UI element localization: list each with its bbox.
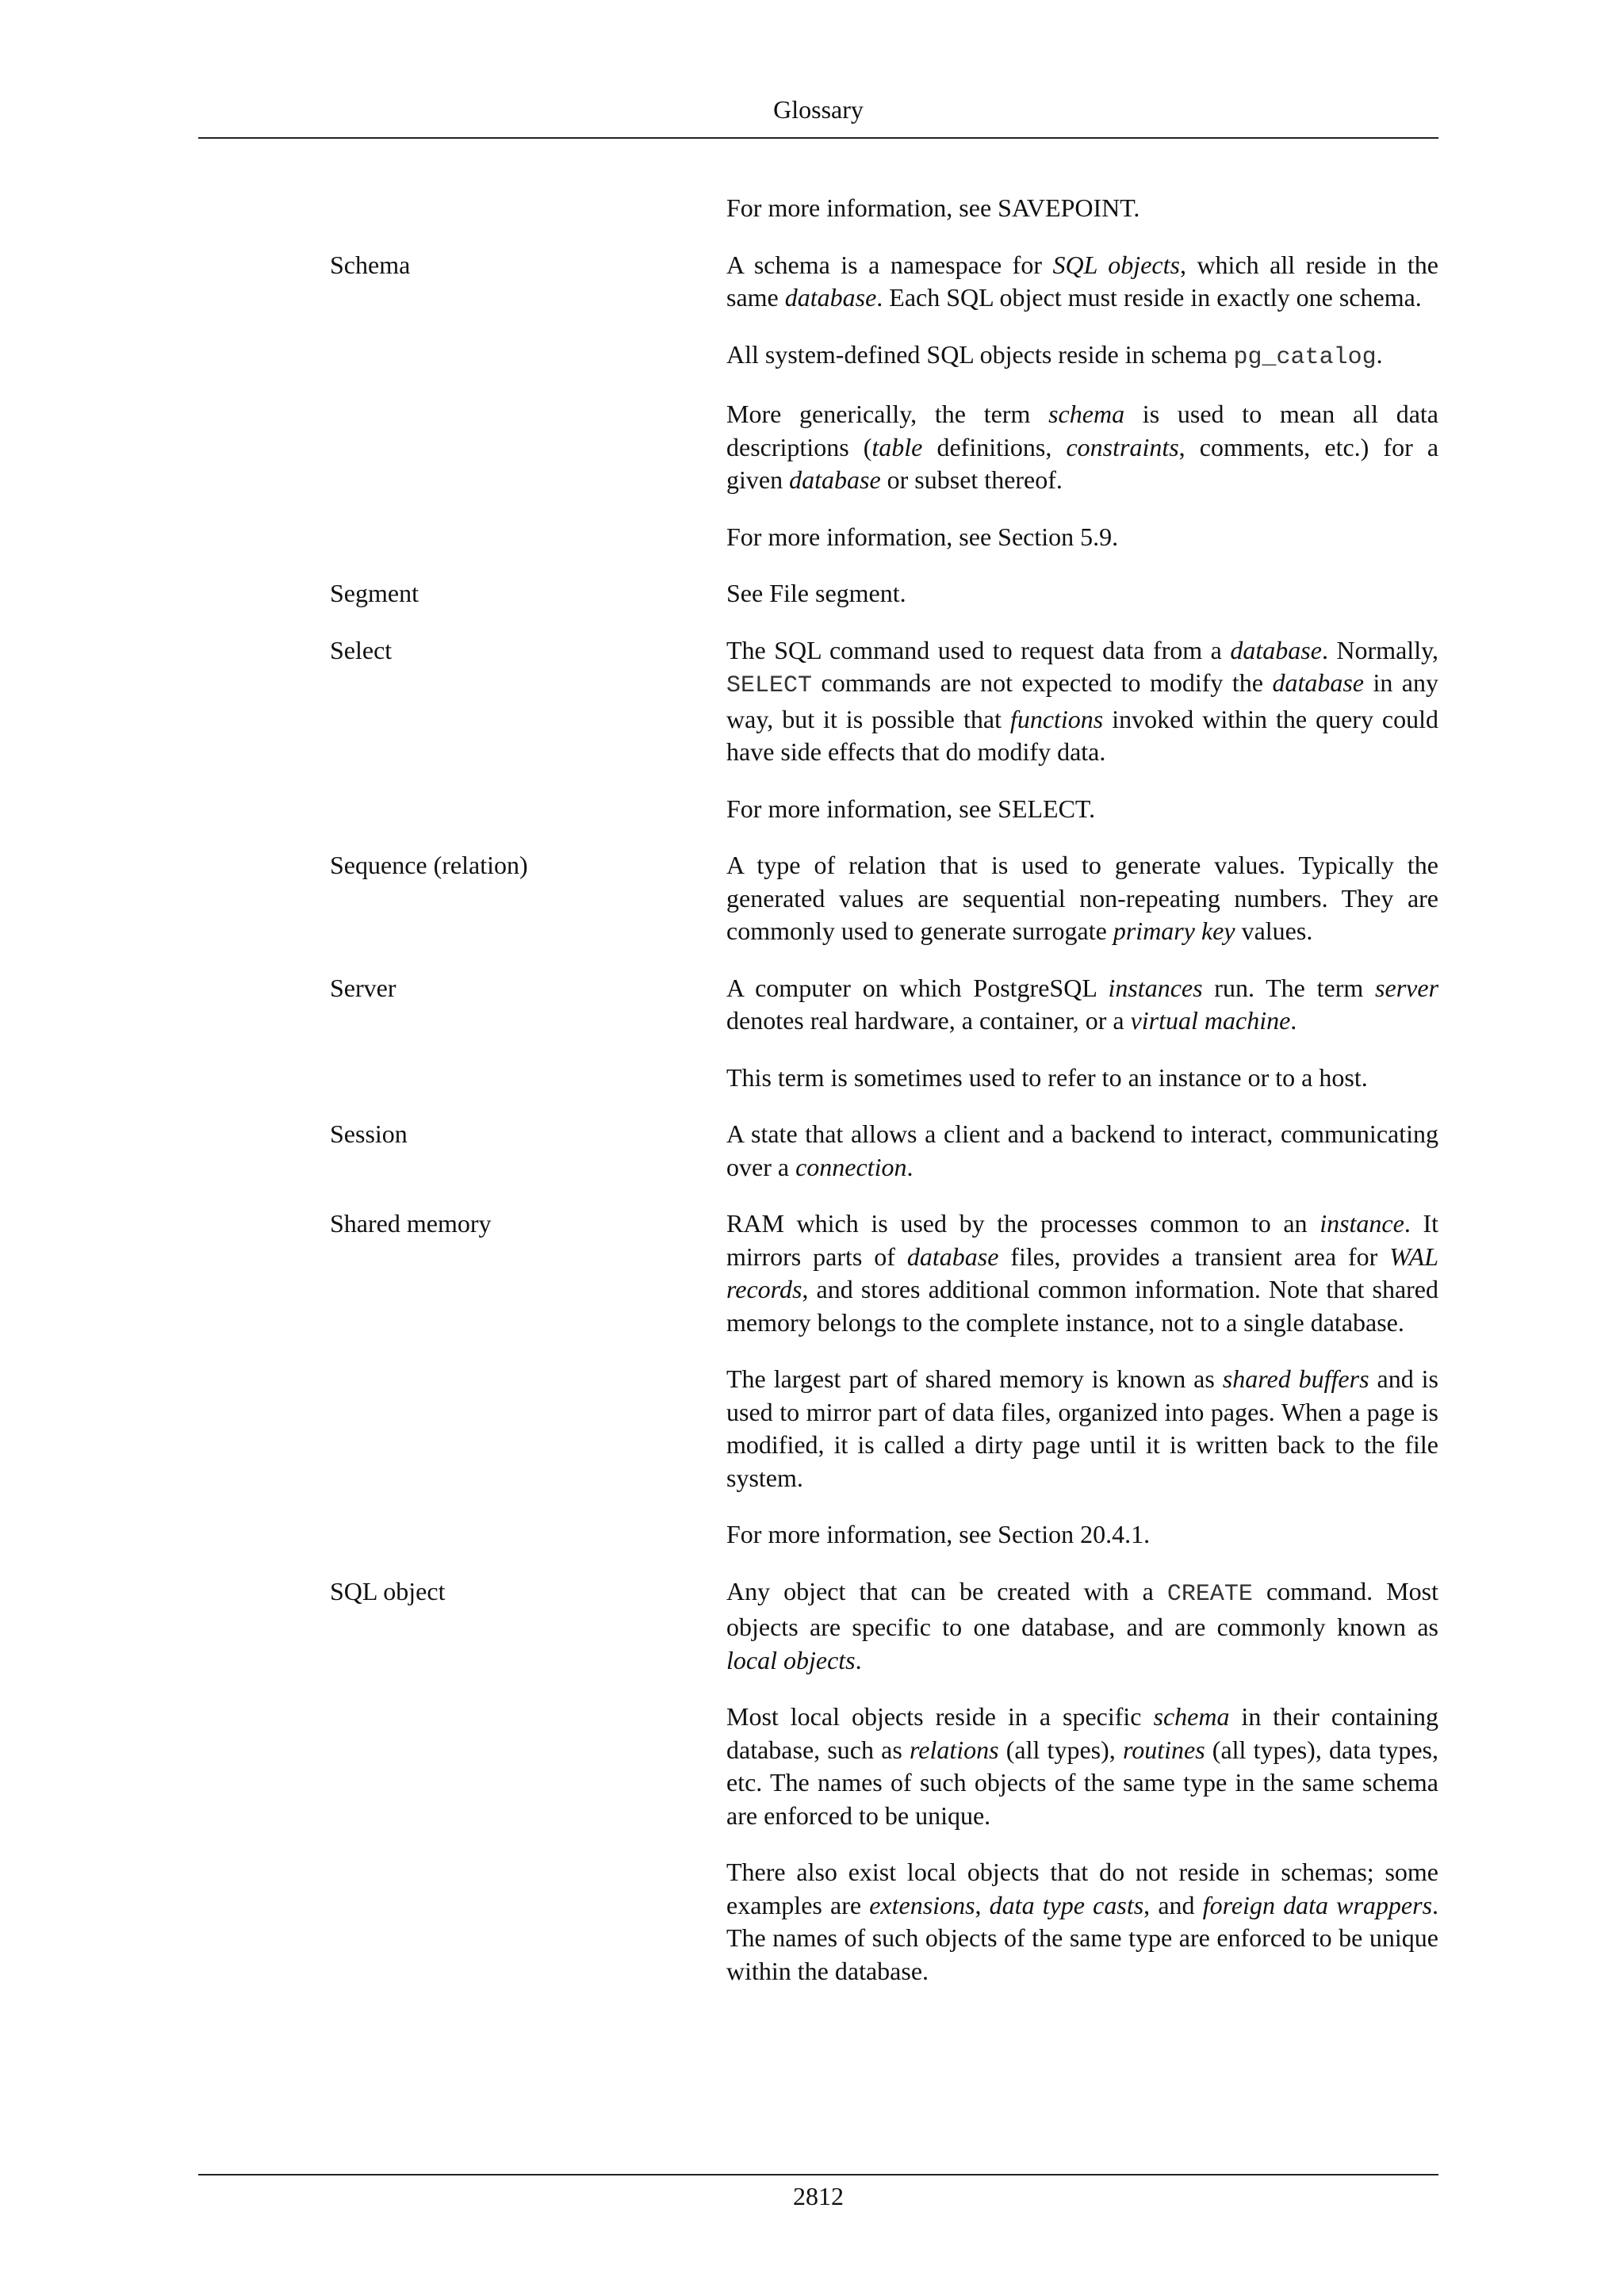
definition-paragraph (726, 1207, 1438, 1339)
text: , (975, 1890, 990, 1919)
definition-paragraph (726, 339, 1438, 375)
definition (726, 1118, 1438, 1184)
code-literal: pg_catalog (1233, 343, 1377, 371)
page-number: 2812 (793, 2182, 844, 2210)
text: RAM which is used by the processes common to an (726, 1209, 1320, 1238)
text: Any object that can be created with a (726, 1576, 1167, 1605)
text: . (1133, 193, 1140, 222)
text: . The names of such objects of the same type are enforced to be unique within the database. (726, 1890, 1439, 1985)
glossary-entry-server (0, 972, 1624, 1095)
definition-paragraph (726, 1118, 1438, 1184)
glossary-term: Server (330, 973, 396, 1002)
glossary-link[interactable]: data type casts (989, 1890, 1144, 1919)
header-rule (198, 137, 1438, 139)
definition-paragraph (726, 1575, 1438, 1678)
definition (726, 1207, 1438, 1552)
glossary-link[interactable]: primary key (1113, 916, 1235, 945)
glossary-link[interactable]: instance (1320, 1209, 1404, 1238)
definition-paragraph (726, 521, 1438, 554)
text: More generically, the term (726, 400, 1049, 428)
glossary-link[interactable]: shared buffers (1222, 1364, 1369, 1393)
glossary-link[interactable]: SQL objects (1052, 250, 1180, 279)
definition (726, 972, 1438, 1095)
text: definitions, (922, 432, 1067, 461)
text: There also exist local objects that do not reside in schemas; some examples are (726, 1858, 1438, 1919)
glossary-link[interactable]: schema (1153, 1702, 1230, 1731)
text: in their containing database, such as (726, 1702, 1439, 1764)
glossary-link[interactable]: functions (1009, 704, 1104, 733)
text: (all types), (998, 1735, 1123, 1764)
definition-paragraph (726, 1701, 1438, 1832)
emphasis: local objects (726, 1645, 856, 1674)
glossary-term: Segment (330, 579, 419, 607)
glossary-link[interactable]: database (906, 1242, 999, 1271)
glossary-entry-shared-memory (0, 1207, 1624, 1552)
text: denotes real hardware, a container, or a (726, 1006, 1131, 1035)
definition (726, 849, 1438, 948)
text: invoked within the query could have side effects that do modify data. (726, 704, 1439, 766)
xref-link[interactable]: Section 20.4.1 (998, 1520, 1144, 1548)
page-header (198, 94, 1438, 125)
text: , which all reside in the same (726, 250, 1439, 312)
text: For more information, see (726, 522, 998, 551)
glossary-entry-sql-object (0, 1575, 1624, 1988)
header-title: Glossary (773, 95, 864, 124)
text: . (1089, 794, 1096, 823)
text: A computer on which PostgreSQL (726, 973, 1109, 1002)
glossary-entries (0, 192, 1624, 2011)
glossary-link[interactable]: database (784, 283, 877, 312)
text: . It mirrors parts of (726, 1209, 1439, 1271)
definition-paragraph: This term is sometimes used to refer to an instance or to a host. (726, 1062, 1368, 1092)
xref-link[interactable]: Section 5.9 (998, 522, 1113, 551)
text: and is used to mirror part of data files, organized into pages. When a page is modified, it is called a dirty page until it is written back to the file system. (726, 1364, 1439, 1492)
text: . (855, 1645, 862, 1674)
emphasis: server (1375, 973, 1439, 1002)
definition (726, 249, 1438, 554)
text: . (906, 1152, 914, 1181)
xref-link[interactable]: SAVEPOINT (998, 193, 1134, 222)
definition-paragraph (726, 398, 1438, 497)
definition-paragraph (726, 1518, 1438, 1552)
glossary-term: Shared memory (330, 1209, 492, 1238)
definition-paragraph (726, 793, 1438, 826)
text: Most local objects reside in a specific (726, 1702, 1154, 1731)
glossary-term: Select (330, 635, 393, 664)
glossary-entry-sequence (0, 849, 1624, 948)
definition (726, 577, 1438, 610)
glossary-link[interactable]: virtual machine (1130, 1006, 1291, 1035)
glossary-link[interactable]: WAL records (726, 1242, 1439, 1303)
text: . (899, 579, 906, 607)
glossary-link[interactable]: table (871, 432, 923, 461)
text: is used to mean all data descriptions ( (726, 400, 1439, 461)
glossary-term: SQL object (330, 1576, 446, 1605)
glossary-entry-select (0, 634, 1624, 826)
text: , and (1143, 1890, 1203, 1919)
page-footer (198, 2180, 1438, 2212)
glossary-link[interactable]: foreign data wrappers (1202, 1890, 1433, 1919)
text: . (1112, 522, 1119, 551)
text: The SQL command used to request data from a (726, 635, 1231, 664)
definition-paragraph (726, 192, 1438, 225)
xref-link[interactable]: SELECT (998, 794, 1090, 823)
definition-paragraph (726, 249, 1438, 315)
glossary-link[interactable]: constraints (1066, 432, 1179, 461)
text: All system-defined SQL objects reside in schema (726, 339, 1234, 369)
text: . Each SQL object must reside in exactly one schema. (876, 283, 1422, 312)
definition-paragraph (726, 1363, 1438, 1494)
glossary-link[interactable]: relations (909, 1735, 999, 1764)
glossary-link[interactable]: routines (1122, 1735, 1205, 1764)
text: files, provides a transient area for (998, 1242, 1390, 1271)
glossary-link[interactable]: schema (1048, 400, 1125, 428)
text: , comments, etc.) for a given (726, 432, 1439, 494)
code-literal: SELECT (726, 672, 813, 699)
glossary-link[interactable]: database (1230, 635, 1322, 664)
text: A type of relation that is used to generate values. Typically the generated values are sequential non-repeating numbers. They are commonly used to generate surrogate (726, 851, 1438, 945)
glossary-entry-schema (0, 249, 1624, 554)
text: . (1143, 1520, 1151, 1548)
glossary-link[interactable]: connection (795, 1152, 907, 1181)
definition (726, 1575, 1438, 1988)
text: A schema is a namespace for (726, 250, 1053, 279)
definition-paragraph (726, 634, 1438, 769)
glossary-link[interactable]: extensions (869, 1890, 975, 1919)
text: values. (1235, 916, 1313, 945)
text: For more information, see (726, 1520, 998, 1548)
xref-link[interactable]: File segment (769, 579, 900, 607)
definition-paragraph (726, 577, 1438, 610)
text: For more information, see (726, 193, 998, 222)
text: For more information, see (726, 794, 998, 823)
text: The largest part of shared memory is known as (726, 1364, 1223, 1393)
glossary-term: Schema (330, 250, 411, 279)
footer-rule (198, 2174, 1438, 2175)
definition (726, 634, 1438, 826)
glossary-term: Session (330, 1119, 408, 1148)
glossary-entry-continuation (0, 192, 1624, 225)
text: command. Most objects are specific to one database, and are commonly known as (726, 1576, 1439, 1641)
text: or subset thereof. (880, 465, 1063, 494)
glossary-link[interactable]: database (789, 465, 881, 494)
definition-paragraph (726, 1856, 1438, 1988)
text: , and stores additional common information. Note that shared memory belongs to the complete instance, not to a single database. (726, 1275, 1438, 1337)
glossary-link[interactable]: database (1272, 668, 1364, 697)
text: in any way, but it is possible that (726, 668, 1438, 733)
glossary-entry-segment (0, 577, 1624, 610)
glossary-term: Sequence (relation) (330, 851, 528, 879)
definition-paragraph (726, 972, 1438, 1038)
text: commands are not expected to modify the (812, 668, 1273, 697)
text: (all types), data types, etc. The names of such objects of the same type in the same schema are enforced to be unique. (726, 1735, 1439, 1830)
definition (726, 192, 1438, 225)
text: . Normally, (1321, 635, 1439, 664)
code-literal: CREATE (1166, 1580, 1253, 1608)
text: A state that allows a client and a backend to interact, communicating over a (726, 1119, 1438, 1181)
text: . (1290, 1006, 1297, 1035)
text: run. The term (1202, 973, 1376, 1002)
definition-paragraph (726, 849, 1438, 948)
glossary-entry-session (0, 1118, 1624, 1184)
glossary-link[interactable]: instances (1108, 973, 1203, 1002)
text: See (726, 579, 770, 607)
text: . (1376, 339, 1383, 369)
